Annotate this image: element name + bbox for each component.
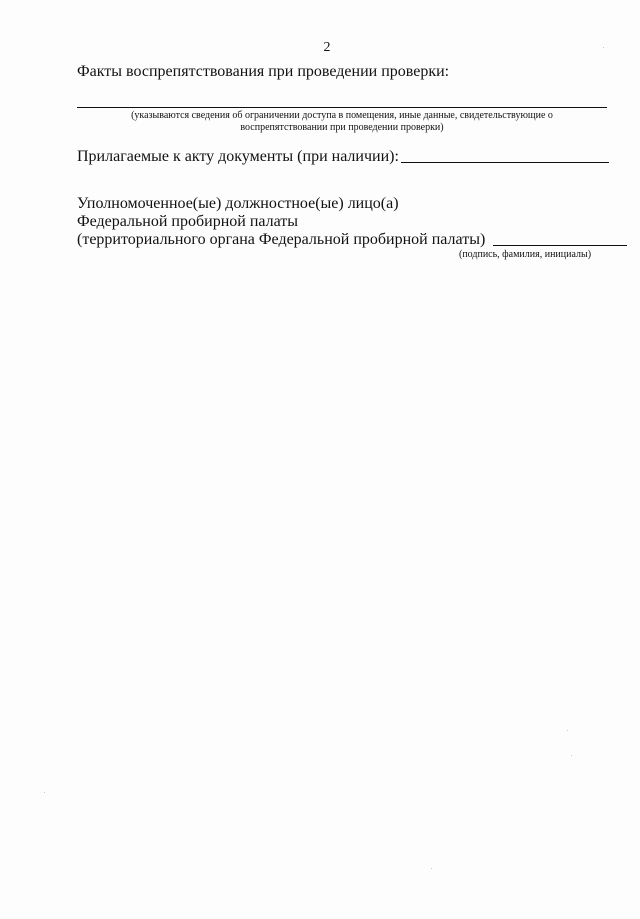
signature-fill-line <box>493 231 627 246</box>
page-number: 2 <box>323 40 331 55</box>
scan-speck <box>431 868 432 869</box>
authorized-official-block <box>77 195 627 249</box>
attached-documents-row <box>77 146 609 166</box>
scan-speck <box>603 47 604 48</box>
obstruction-facts-fill-line <box>77 107 607 108</box>
scan-speck <box>44 792 45 793</box>
signature-hint: (подпись, фамилия, инициалы) <box>459 249 592 260</box>
obstruction-facts-hint-line-2: воспрепятствовании при проведении проверки) <box>240 122 444 133</box>
scan-speck <box>567 730 568 731</box>
obstruction-facts-hint-line-1: (указываются сведения об ограничении доступа в помещения, иные данные, свидетельствующие о <box>131 110 553 121</box>
official-line-1: Уполномоченное(ые) должностное(ые) лицо(а) <box>77 195 399 212</box>
obstruction-facts-hint <box>77 110 607 134</box>
official-line-2: Федеральной пробирной палаты <box>77 213 299 230</box>
official-line-3-row <box>77 231 627 249</box>
attached-documents-label: Прилагаемые к акту документы (при наличии): <box>77 148 399 165</box>
attached-documents-fill-line <box>401 146 609 163</box>
scan-speck <box>571 755 572 756</box>
official-line-3: (территориального органа Федеральной пробирной палаты) <box>77 231 486 248</box>
obstruction-facts-title: Факты воспрепятствования при проведении проверки: <box>77 63 450 80</box>
